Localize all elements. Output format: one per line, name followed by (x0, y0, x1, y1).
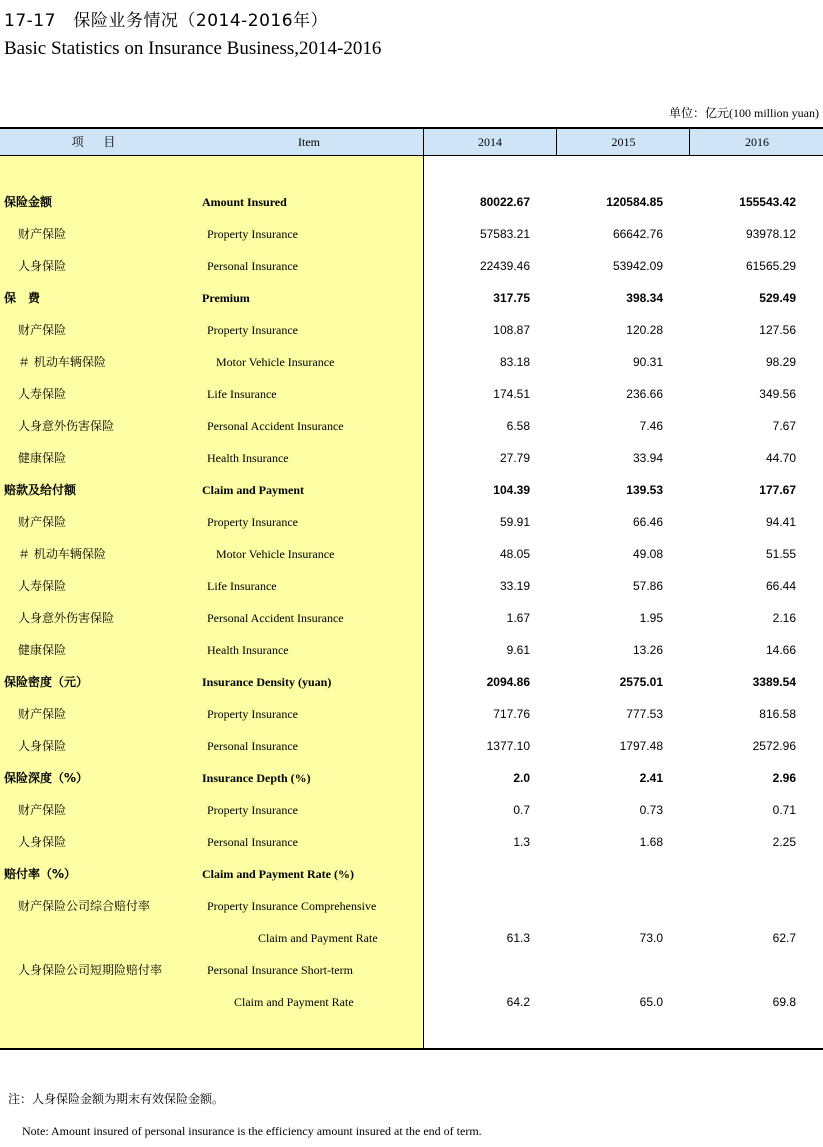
row-label-en: Claim and Payment Rate (234, 995, 354, 1009)
row-label-en: Premium (202, 291, 250, 305)
row-label-en: Personal Insurance (207, 739, 298, 753)
row-value-2014: 27.79 (499, 451, 530, 465)
row-label-en: Health Insurance (207, 451, 289, 465)
row-label-en: Claim and Payment (202, 483, 304, 497)
table-row (0, 218, 823, 250)
row-value-2016: 69.8 (772, 995, 796, 1009)
row-value-2016: 177.67 (759, 483, 796, 497)
row-value-2014: 64.2 (506, 995, 530, 1009)
row-value-2015: 2575.01 (619, 675, 663, 689)
row-value-2016: 44.70 (765, 451, 796, 465)
table-row (0, 314, 823, 346)
row-value-2016: 93978.12 (745, 227, 796, 241)
table-row (0, 250, 823, 282)
row-value-2015: 7.46 (639, 419, 663, 433)
row-label-cn: 人身意外伤害保险 (18, 419, 115, 433)
row-label-cn: 财产保险公司综合赔付率 (18, 899, 151, 913)
row-label-cn: 健康保险 (18, 643, 67, 657)
table-row (0, 954, 823, 986)
row-value-2016: 0.71 (772, 803, 796, 817)
row-value-2015: 66642.76 (612, 227, 663, 241)
table-row (0, 730, 823, 762)
row-value-2014: 59.91 (499, 515, 530, 529)
row-value-2016: 3389.54 (752, 675, 796, 689)
row-value-2014: 174.51 (493, 387, 530, 401)
row-label-cn: 人身保险 (18, 835, 67, 849)
row-value-2016: 155543.42 (739, 195, 796, 209)
row-label-cn: 人身意外伤害保险 (18, 611, 115, 625)
row-value-2015: 1.68 (639, 835, 663, 849)
row-label-en: Motor Vehicle Insurance (216, 355, 335, 369)
row-value-2016: 2.25 (772, 835, 796, 849)
row-label-en: Property Insurance (207, 803, 298, 817)
row-value-2014: 1.67 (506, 611, 530, 625)
row-label-cn: 赔付率（%） (4, 867, 77, 881)
row-value-2015: 57.86 (632, 579, 663, 593)
row-value-2016: 94.41 (765, 515, 796, 529)
unit-label-cn: 单位：亿元 (668, 106, 729, 120)
row-label-en: Property Insurance Comprehensive (207, 899, 377, 913)
row-value-2016: 14.66 (765, 643, 796, 657)
header-year-2016: 2016 (689, 129, 823, 155)
row-label-en: Health Insurance (207, 643, 289, 657)
row-label-cn: 人身保险 (18, 259, 67, 273)
row-label-cn: 保险金额 (4, 195, 53, 209)
table-row (0, 986, 823, 1018)
row-label-en: Motor Vehicle Insurance (216, 547, 335, 561)
page-title-cn: 17-17 保险业务情况（2014-2016年） (4, 11, 329, 31)
row-value-2016: 529.49 (759, 291, 796, 305)
table-row (0, 538, 823, 570)
row-value-2015: 1.95 (639, 611, 663, 625)
row-label-cn: 财产保险 (18, 707, 67, 721)
table-row (0, 826, 823, 858)
row-value-2016: 7.67 (772, 419, 796, 433)
row-value-2015: 398.34 (626, 291, 663, 305)
row-value-2016: 61565.29 (745, 259, 796, 273)
table-header (0, 129, 823, 156)
row-label-en: Claim and Payment Rate (258, 931, 378, 945)
row-value-2016: 816.58 (759, 707, 796, 721)
table-row (0, 474, 823, 506)
row-value-2016: 98.29 (765, 355, 796, 369)
row-value-2014: 317.75 (493, 291, 530, 305)
row-label-cn: 人寿保险 (18, 579, 67, 593)
row-value-2015: 65.0 (639, 995, 663, 1009)
row-value-2014: 717.76 (493, 707, 530, 721)
table-row (0, 442, 823, 474)
row-value-2014: 22439.46 (479, 259, 530, 273)
table-bottom-rule (0, 1048, 823, 1050)
row-value-2014: 1.3 (513, 835, 530, 849)
row-label-cn: 赔款及给付额 (4, 483, 77, 497)
row-value-2015: 73.0 (639, 931, 663, 945)
row-value-2014: 9.61 (506, 643, 530, 657)
table-row (0, 378, 823, 410)
unit-label (669, 104, 819, 121)
row-label-en: Personal Accident Insurance (207, 419, 344, 433)
row-value-2015: 90.31 (632, 355, 663, 369)
table-row (0, 634, 823, 666)
table-row (0, 762, 823, 794)
row-value-2014: 80022.67 (479, 195, 530, 209)
row-value-2015: 777.53 (626, 707, 663, 721)
row-label-en: Property Insurance (207, 323, 298, 337)
row-label-en: Insurance Depth (%) (202, 771, 311, 785)
row-label-cn: 保险深度（%） (4, 771, 89, 785)
row-value-2016: 62.7 (772, 931, 796, 945)
table-row (0, 570, 823, 602)
table-row (0, 890, 823, 922)
row-value-2016: 349.56 (759, 387, 796, 401)
header-year-2014: 2014 (478, 135, 502, 149)
row-value-2015: 49.08 (632, 547, 663, 561)
row-value-2014: 6.58 (506, 419, 530, 433)
row-value-2015: 53942.09 (612, 259, 663, 273)
row-label-cn: ＃ 机动车辆保险 (18, 547, 106, 561)
row-value-2014: 0.7 (513, 803, 530, 817)
row-label-en: Personal Insurance (207, 259, 298, 273)
row-value-2014: 104.39 (493, 483, 530, 497)
table-top-rule (0, 127, 823, 129)
row-label-cn: 保 费 (4, 291, 41, 305)
row-label-en: Life Insurance (207, 579, 277, 593)
row-value-2014: 2094.86 (486, 675, 530, 689)
row-value-2014: 61.3 (506, 931, 530, 945)
row-label-cn: 财产保险 (18, 803, 67, 817)
row-label-en: Property Insurance (207, 707, 298, 721)
statistics-table (0, 127, 823, 1050)
table-row (0, 410, 823, 442)
row-value-2015: 66.46 (632, 515, 663, 529)
row-value-2014: 48.05 (499, 547, 530, 561)
row-value-2014: 57583.21 (479, 227, 530, 241)
row-value-2015: 13.26 (632, 643, 663, 657)
row-value-2016: 2.96 (772, 771, 796, 785)
row-label-cn: 健康保险 (18, 451, 67, 465)
unit-label-en: (100 million yuan) (729, 106, 819, 120)
footnote-en: Note: Amount insured of personal insurance is the efficiency amount insured at the end of term. (22, 1124, 482, 1138)
row-label-cn: 保险密度（元） (4, 675, 89, 689)
row-label-en: Life Insurance (207, 387, 277, 401)
row-label-cn: 财产保险 (18, 515, 67, 529)
table-row (0, 346, 823, 378)
table-row (0, 666, 823, 698)
table-row (0, 698, 823, 730)
row-label-en: Personal Insurance (207, 835, 298, 849)
row-label-en: Property Insurance (207, 515, 298, 529)
row-value-2016: 51.55 (765, 547, 796, 561)
row-value-2015: 1797.48 (619, 739, 663, 753)
header-year-2015: 2015 (556, 129, 690, 155)
row-value-2014: 108.87 (493, 323, 530, 337)
row-value-2015: 139.53 (626, 483, 663, 497)
row-label-cn: 人寿保险 (18, 387, 67, 401)
table-row (0, 282, 823, 314)
row-label-en: Personal Insurance Short-term (207, 963, 353, 977)
table-row (0, 506, 823, 538)
row-label-cn: 人身保险公司短期险赔付率 (18, 963, 163, 977)
table-row (0, 922, 823, 954)
table-row (0, 602, 823, 634)
table-row (0, 186, 823, 218)
row-value-2015: 120584.85 (606, 195, 663, 209)
page-title-en: Basic Statistics on Insurance Business,2014-2016 (4, 38, 382, 59)
header-item-en: Item (298, 135, 320, 149)
row-label-en: Property Insurance (207, 227, 298, 241)
row-value-2015: 0.73 (639, 803, 663, 817)
row-value-2016: 2572.96 (752, 739, 796, 753)
row-value-2016: 2.16 (772, 611, 796, 625)
row-value-2014: 1377.10 (486, 739, 530, 753)
row-label-en: Amount Insured (202, 195, 287, 209)
row-value-2015: 2.41 (639, 771, 663, 785)
row-label-en: Insurance Density (yuan) (202, 675, 332, 689)
row-label-cn: 人身保险 (18, 739, 67, 753)
row-value-2014: 33.19 (499, 579, 530, 593)
row-value-2016: 127.56 (759, 323, 796, 337)
table-row (0, 794, 823, 826)
row-label-cn: 财产保险 (18, 227, 67, 241)
header-item-cn: 项 目 (71, 135, 124, 149)
row-value-2014: 83.18 (499, 355, 530, 369)
footnote-cn: 注：人身保险金额为期末有效保险金额。 (8, 1092, 225, 1106)
row-value-2015: 120.28 (626, 323, 663, 337)
row-value-2016: 66.44 (765, 579, 796, 593)
table-row (0, 858, 823, 890)
row-value-2014: 2.0 (513, 771, 530, 785)
row-label-cn: ＃ 机动车辆保险 (18, 355, 106, 369)
row-value-2015: 236.66 (626, 387, 663, 401)
row-label-cn: 财产保险 (18, 323, 67, 337)
row-value-2015: 33.94 (632, 451, 663, 465)
row-label-en: Claim and Payment Rate (%) (202, 867, 354, 881)
row-label-en: Personal Accident Insurance (207, 611, 344, 625)
